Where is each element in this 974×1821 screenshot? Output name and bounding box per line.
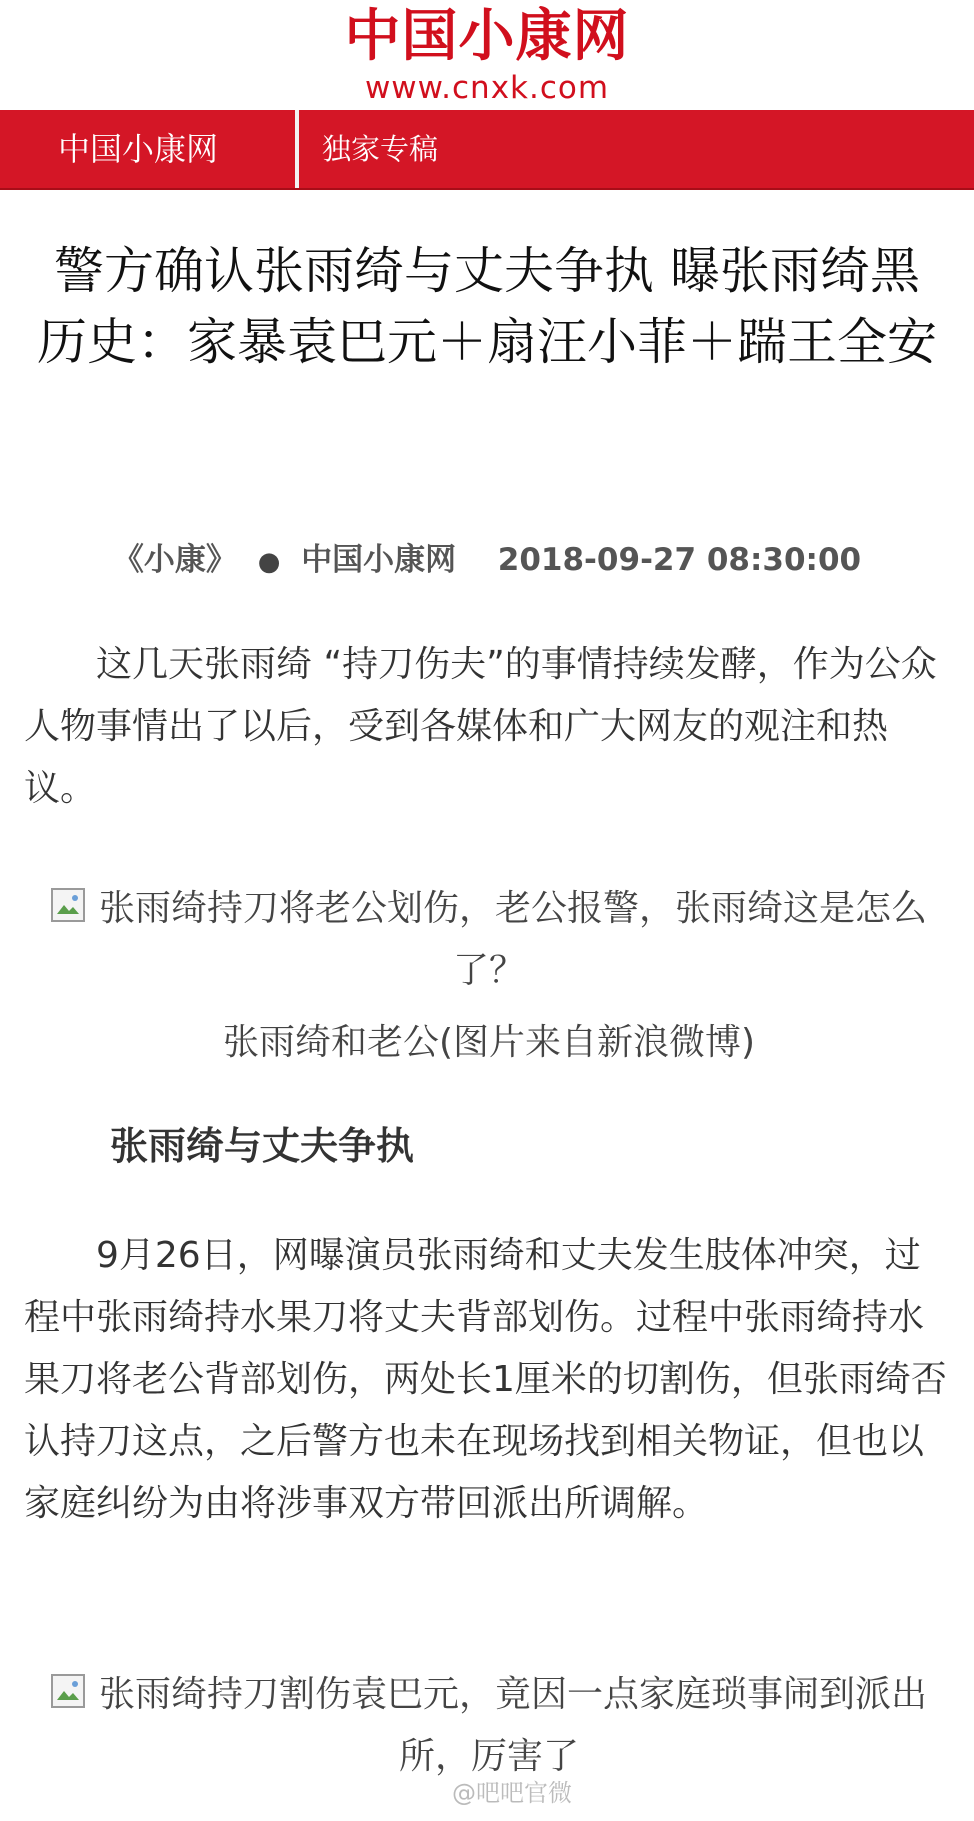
weibo-watermark: @吧吧官微 xyxy=(452,1779,572,1807)
nav-divider xyxy=(295,110,299,188)
article-source: 《小康》 xyxy=(112,542,237,578)
site-logo[interactable] xyxy=(0,0,974,110)
image-alt-text: 张雨绮持刀割伤袁巴元，竟因一点家庭琐事闹到派出所，厉害了 xyxy=(98,1674,927,1777)
nav-bar xyxy=(0,110,974,190)
nav-home-link[interactable]: 中国小康网 xyxy=(58,130,219,168)
article-paragraph-2: 9月26日，网曝演员张雨绮和丈夫发生肢体冲突，过程中张雨绮持水果刀将丈夫背部划伤。过程中张雨绮持水果刀将老公背部划伤，两处长1厘米的切割伤，但张雨绮否认持刀这点，之后警方也未在现场找到相关物证，但也以家庭纠纷为由将涉事双方带回派出所调解。 xyxy=(24,1235,947,1524)
article-datetime: 2018-09-27 08:30:00 xyxy=(497,542,862,578)
article-meta xyxy=(0,536,974,586)
image-caption: 张雨绮和老公(图片来自新浪微博) xyxy=(222,1022,756,1063)
logo-url: www.cnxk.com xyxy=(364,70,610,106)
article-image-2[interactable] xyxy=(24,1664,954,1788)
article-paragraph-1: 这几天张雨绮 “持刀伤夫”的事情持续发酵，作为公众人物事情出了以后，受到各媒体和广大网友的观注和热议。 xyxy=(24,644,937,809)
article-subheading: 张雨绮与丈夫争执 xyxy=(110,1124,415,1168)
nav-section-link[interactable]: 独家专稿 xyxy=(322,132,439,166)
article-publisher[interactable]: 中国小康网 xyxy=(301,542,457,578)
logo-text: 中国小康网 xyxy=(344,4,630,69)
broken-image-icon xyxy=(51,888,85,922)
article-image-1[interactable] xyxy=(24,878,954,1002)
article-title: 警方确认张雨绮与丈夫争执 曝张雨绮黑历史：家暴袁巴元＋扇汪小菲＋踹王全安 xyxy=(37,242,937,371)
image-alt-text: 张雨绮持刀将老公划伤，老公报警，张雨绮这是怎么了？ xyxy=(98,888,927,991)
broken-image-icon xyxy=(51,1674,85,1708)
bullet-dot-icon: ● xyxy=(257,547,281,577)
